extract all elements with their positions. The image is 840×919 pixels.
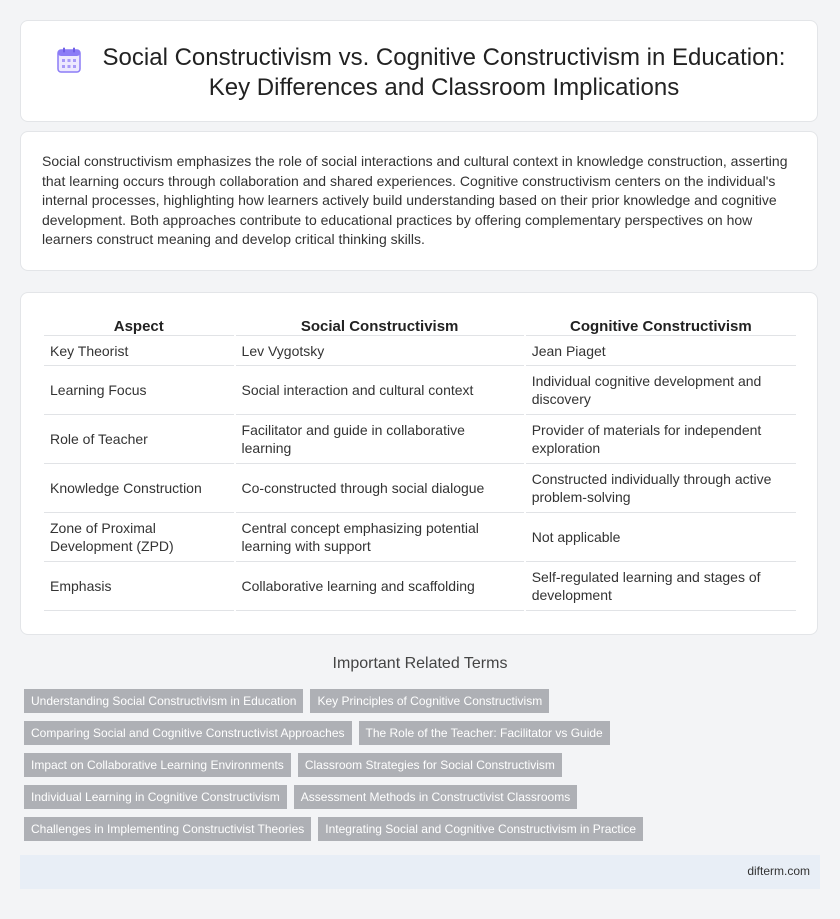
related-term-tag[interactable]: Challenges in Implementing Constructivist Theories: [24, 817, 311, 841]
table-cell: Key Theorist: [44, 336, 234, 366]
related-term-tag[interactable]: Comparing Social and Cognitive Constructivist Approaches: [24, 721, 352, 745]
table-cell: Jean Piaget: [526, 336, 796, 366]
table-cell: Role of Teacher: [44, 415, 234, 464]
table-cell: Not applicable: [526, 513, 796, 562]
calendar-icon: [57, 47, 81, 73]
table-cell: Social interaction and cultural context: [236, 366, 524, 415]
related-term-tag[interactable]: Impact on Collaborative Learning Environments: [24, 753, 291, 777]
table-cell: Knowledge Construction: [44, 464, 234, 513]
column-header-aspect: Aspect: [44, 313, 234, 336]
table-cell: Provider of materials for independent exploration: [526, 415, 796, 464]
table-cell: Learning Focus: [44, 366, 234, 415]
intro-card: [20, 131, 818, 271]
table-cell: Co-constructed through social dialogue: [236, 464, 524, 513]
table-header-row: [44, 313, 796, 336]
table-cell: Zone of Proximal Development (ZPD): [44, 513, 234, 562]
column-header-social: Social Constructivism: [236, 313, 524, 336]
related-term-tag[interactable]: Assessment Methods in Constructivist Classrooms: [294, 785, 577, 809]
related-terms-list: [24, 689, 804, 849]
title-card: [20, 20, 818, 122]
table-cell: Lev Vygotsky: [236, 336, 524, 366]
column-header-cognitive: Cognitive Constructivism: [526, 313, 796, 336]
table-row: [44, 513, 796, 562]
related-term-tag[interactable]: The Role of the Teacher: Facilitator vs Guide: [359, 721, 610, 745]
table-row: [44, 464, 796, 513]
intro-paragraph: Social constructivism emphasizes the role of social interactions and cultural context in knowledge construction, asserting that learning occurs through collaboration and shared experiences. Cognitive constructivism centers on the individual's internal processes, highlighting how learners actively build understanding based on their prior knowledge and cognitive development. Both approaches contribute to educational practices by offering complementary perspectives on how learners construct meaning and develop critical thinking skills.: [42, 153, 788, 247]
related-term-tag[interactable]: Classroom Strategies for Social Constructivism: [298, 753, 562, 777]
related-terms-heading: Important Related Terms: [332, 655, 508, 672]
table-row: [44, 415, 796, 464]
table-row: [44, 336, 796, 366]
table-cell: Individual cognitive development and discovery: [526, 366, 796, 415]
table-cell: Central concept emphasizing potential learning with support: [236, 513, 524, 562]
page-title: Social Constructivism vs. Cognitive Constructivism in Education: Key Differences and Classroom Implications: [102, 44, 786, 101]
table-cell: Constructed individually through active problem-solving: [526, 464, 796, 513]
related-term-tag[interactable]: Key Principles of Cognitive Constructivism: [310, 689, 549, 713]
table-row: [44, 366, 796, 415]
related-term-tag[interactable]: Understanding Social Constructivism in Education: [24, 689, 303, 713]
related-term-tag[interactable]: Individual Learning in Cognitive Constructivism: [24, 785, 287, 809]
footer-brand-link[interactable]: difterm.com: [747, 864, 810, 878]
table-cell: Collaborative learning and scaffolding: [236, 562, 524, 611]
table-row: [44, 562, 796, 611]
comparison-table-card: [20, 292, 818, 635]
table-cell: Facilitator and guide in collaborative learning: [236, 415, 524, 464]
table-cell: Self-regulated learning and stages of development: [526, 562, 796, 611]
comparison-table: [42, 313, 798, 611]
related-term-tag[interactable]: Integrating Social and Cognitive Constructivism in Practice: [318, 817, 643, 841]
table-cell: Emphasis: [44, 562, 234, 611]
footer: [20, 855, 820, 889]
